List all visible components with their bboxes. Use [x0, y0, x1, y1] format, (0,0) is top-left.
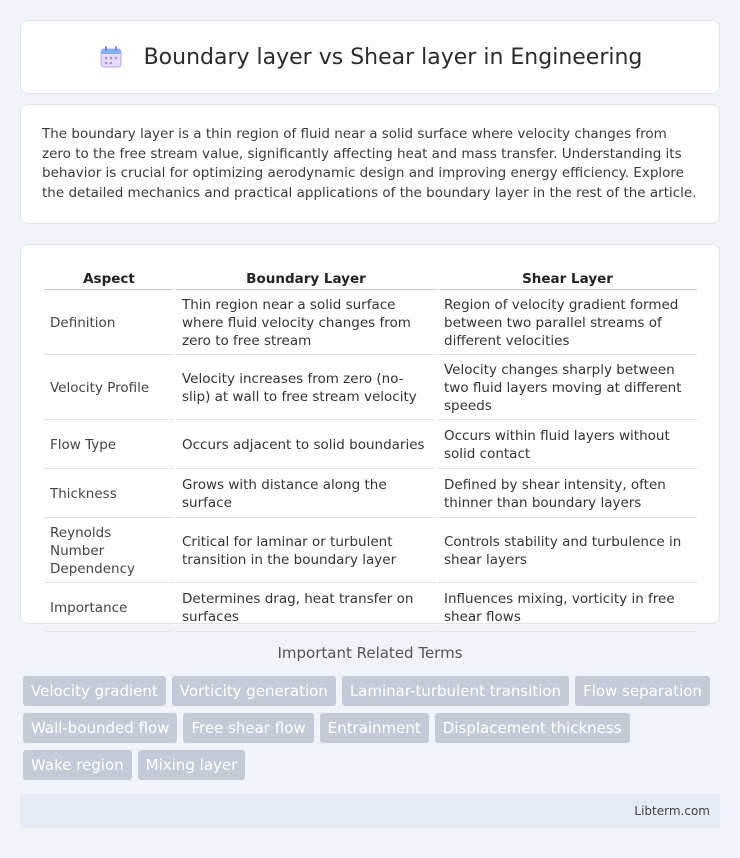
cell-aspect: Flow Type — [44, 422, 174, 469]
table-row — [44, 292, 697, 355]
cell-shear: Region of velocity gradient formed between two parallel streams of different velocities — [438, 292, 697, 355]
related-term-tag[interactable]: Displacement thickness — [435, 713, 630, 743]
cell-boundary: Velocity increases from zero (no-slip) at wall to free stream velocity — [176, 357, 436, 420]
comparison-card — [20, 244, 720, 624]
cell-aspect: Thickness — [44, 471, 174, 518]
related-term-tag[interactable]: Flow separation — [575, 676, 710, 706]
cell-boundary: Critical for laminar or turbulent transition in the boundary layer — [176, 520, 436, 583]
header-aspect: Aspect — [44, 267, 174, 290]
cell-aspect: Reynolds Number Dependency — [44, 520, 174, 583]
cell-boundary: Occurs adjacent to solid boundaries — [176, 422, 436, 469]
calendar-icon — [98, 44, 124, 70]
related-term-tag[interactable]: Entrainment — [320, 713, 429, 743]
table-header-row — [44, 267, 697, 290]
cell-boundary: Thin region near a solid surface where fluid velocity changes from zero to free stream — [176, 292, 436, 355]
page-title: Boundary layer vs Shear layer in Engineering — [143, 44, 643, 70]
footer — [20, 794, 720, 828]
related-term-tag[interactable]: Vorticity generation — [172, 676, 336, 706]
cell-aspect: Definition — [44, 292, 174, 355]
cell-shear: Velocity changes sharply between two fluid layers moving at different speeds — [438, 357, 697, 420]
cell-shear: Influences mixing, vorticity in free shear flows — [438, 585, 697, 632]
table-row — [44, 357, 697, 420]
table-row — [44, 520, 697, 583]
related-term-tag[interactable]: Mixing layer — [138, 750, 246, 780]
comparison-table — [42, 265, 699, 634]
related-term-tag[interactable]: Wall-bounded flow — [23, 713, 177, 743]
related-term-tag[interactable]: Laminar-turbulent transition — [342, 676, 569, 706]
related-term-tag[interactable]: Velocity gradient — [23, 676, 166, 706]
related-terms-list — [23, 676, 723, 780]
cell-aspect: Importance — [44, 585, 174, 632]
cell-aspect: Velocity Profile — [44, 357, 174, 420]
related-term-tag[interactable]: Free shear flow — [183, 713, 313, 743]
cell-boundary: Determines drag, heat transfer on surfaces — [176, 585, 436, 632]
related-terms-title: Important Related Terms — [277, 644, 463, 662]
related-term-tag[interactable]: Wake region — [23, 750, 132, 780]
intro-card — [20, 104, 720, 224]
header-shear-layer: Shear Layer — [438, 267, 697, 290]
table-row — [44, 422, 697, 469]
footer-brand[interactable]: Libterm.com — [634, 804, 710, 818]
cell-boundary: Grows with distance along the surface — [176, 471, 436, 518]
cell-shear: Defined by shear intensity, often thinner than boundary layers — [438, 471, 697, 518]
cell-shear: Occurs within fluid layers without solid contact — [438, 422, 697, 469]
header-boundary-layer: Boundary Layer — [176, 267, 436, 290]
table-row — [44, 471, 697, 518]
title-card — [20, 20, 720, 94]
table-row — [44, 585, 697, 632]
cell-shear: Controls stability and turbulence in shear layers — [438, 520, 697, 583]
intro-text: The boundary layer is a thin region of fluid near a solid surface where velocity changes from zero to the free stream value, significantly affecting heat and mass transfer. Understanding its behavior is crucial for optimizing aerodynamic design and improving energy efficiency. Explore the detailed mechanics and practical applications of the boundary layer in the rest of the article. — [42, 126, 697, 201]
